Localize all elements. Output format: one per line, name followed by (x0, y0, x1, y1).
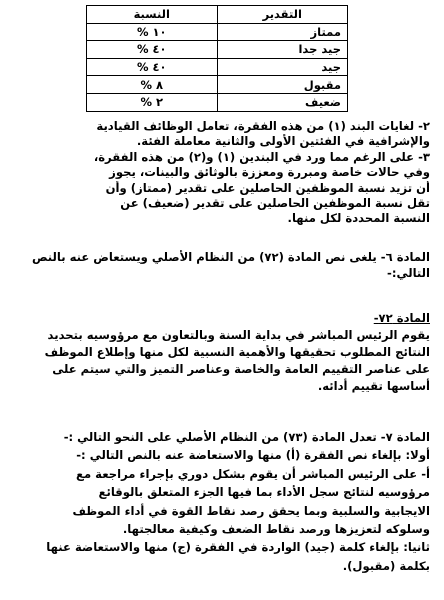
article-72-heading-block (12, 311, 430, 327)
text-line: ثانيا: بإلغاء كلمة (جيد) الواردة في الفقرة (ج) منها والاستعاضة عنها (46, 540, 430, 555)
text-line: مرؤوسيه لنتائج سجل الأداء بما فيها الجزء المتعلق بالوقائع (98, 485, 430, 500)
text-line: والإشرافية في الفئتين الأولى والثانية معاملة الفئة. (136, 134, 430, 149)
table-row (87, 23, 348, 41)
table-row (87, 93, 348, 111)
table-row (87, 58, 348, 76)
table-header-grade: التقدير (217, 6, 348, 24)
text-line: بكلمة (مقبول). (342, 558, 430, 573)
text-line: يقوم الرئيس المباشر في بداية السنة وبالتعاون مع مرؤوسيه بتحديد (47, 328, 430, 342)
table-cell-percentage: ٤٠ % (87, 41, 218, 59)
table-header-row (87, 6, 348, 24)
table-cell-percentage: ٨ % (87, 76, 218, 94)
text-line: أساسها تقييم أدائه. (317, 379, 430, 393)
clause-3-paragraph (12, 150, 430, 226)
text-line: وسلوكه لتعزيزها ورصد نقاط الضعف وكيفية معالجتها. (122, 522, 430, 537)
table-row (87, 76, 348, 94)
table-cell-grade: مقبول (217, 76, 348, 94)
table-cell-percentage: ٢ % (87, 93, 218, 111)
text-line: أ- على الرئيس المباشر أن يقوم بشكل دوري بإجراء مراجعة مع (76, 466, 430, 481)
table-cell-percentage: ٤٠ % (87, 58, 218, 76)
text-line: على عناصر التقييم العامة والخاصة وعناصر التميز والتي سيتم على (52, 362, 430, 376)
rating-percentage-table (86, 5, 348, 112)
article-6-paragraph (12, 250, 430, 281)
table-cell-grade: جيد (217, 58, 348, 76)
clause-2-paragraph (12, 119, 430, 150)
text-line: الايجابية والسلبية وبما يحقق رصد نقاط القوة في أداء الموظف (72, 503, 430, 518)
table-header-percentage: النسبة (87, 6, 218, 24)
article-7-paragraph (12, 428, 430, 575)
text-line: النسبة المحددة لكل منها. (287, 211, 430, 226)
text-line: تقل نسبة الموظفين الحاصلين على تقدير (ضعيف) عن (120, 195, 430, 210)
text-line: النتائج المطلوب تحقيقها والأهمية النسبية لكل منها وإطلاع الموظف (44, 345, 430, 359)
table-cell-percentage: ١٠ % (87, 23, 218, 41)
text-line: أولا: بإلغاء نص الفقرة (أ) منها والاستعاضة عنه بالنص التالي :- (76, 448, 430, 463)
table-row (87, 41, 348, 59)
text-line: التالي:- (387, 265, 430, 280)
table-cell-grade: ممتاز (217, 23, 348, 41)
table-cell-grade: ضعيف (217, 93, 348, 111)
text-line: ٢- لغايات البند (١) من هذه الفقرة، تعامل الوظائف القيادية (96, 119, 430, 133)
text-line: ٣- على الرغم مما ورد في البندين (١) و(٢) من هذه الفقرة، (93, 150, 430, 164)
text-line: أن تزيد نسبة الموظفين الحاصلين على تقدير (ممتاز) وأن (105, 180, 430, 195)
text-line: المادة ٦- يلغى نص المادة (٧٢) من النظام الأصلي ويستعاض عنه بالنص (31, 250, 430, 264)
table-cell-grade: جيد جدا (217, 41, 348, 59)
article-72-paragraph (12, 327, 430, 395)
article-72-title: المادة ٧٢- (373, 311, 430, 325)
text-line: المادة ٧- تعدل المادة (٧٣) من النظام الأصلي على النحو التالي :- (63, 430, 430, 444)
text-line: وفي حالات خاصة ومبررة ومعززة بالوثائق والبينات، يجوز (109, 165, 430, 180)
